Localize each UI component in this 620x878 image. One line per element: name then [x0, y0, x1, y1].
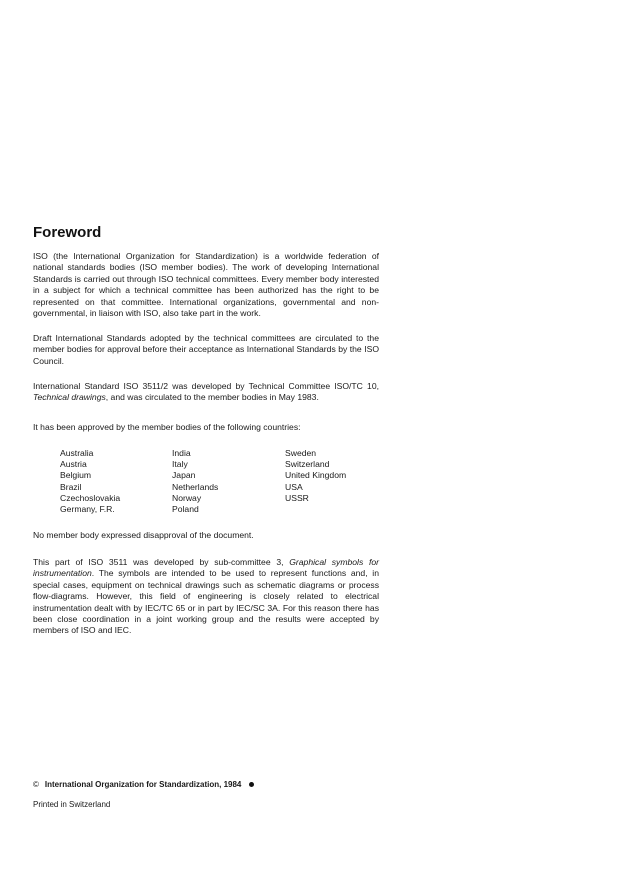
country-item: Sweden [285, 448, 317, 458]
country-item: Austria [60, 459, 87, 470]
paragraph-standard-development [33, 381, 379, 404]
paragraph-subcommittee [33, 557, 379, 637]
paragraph-approval-intro: It has been approved by the member bodies of the following countries: [33, 422, 301, 432]
text-segment: International Standard ISO 3511/2 was developed by Technical Committee ISO/TC 10, [33, 381, 379, 391]
country-item: Japan [172, 470, 196, 481]
country-item: Italy [172, 459, 188, 470]
countries-column-2 [172, 448, 282, 515]
italic-subcommittee-name: Graphical symbols for instrumentation [33, 557, 379, 579]
bullet-dot-icon [249, 782, 254, 787]
copyright-symbol: © [33, 780, 39, 789]
country-item: Australia [60, 448, 94, 458]
countries-column-3 [285, 448, 395, 504]
countries-list [60, 448, 390, 518]
italic-committee-name: Technical drawings [33, 392, 106, 403]
country-item: Czechoslovakia [60, 492, 121, 503]
country-item: Switzerland [285, 459, 330, 470]
printed-in-note: Printed in Switzerland [33, 800, 111, 809]
page-title: Foreword [33, 224, 102, 241]
country-item: Norway [172, 492, 202, 503]
country-item: United Kingdom [285, 470, 347, 481]
country-item: Germany, F.R. [60, 504, 115, 515]
country-item: Brazil [60, 481, 82, 492]
countries-column-1 [60, 448, 170, 515]
copyright-line [33, 780, 254, 789]
country-item: Netherlands [172, 481, 219, 492]
text-segment: , and was circulated to the member bodies in May 1983. [105, 392, 319, 403]
paragraph-iso-intro: ISO (the International Organization for Standardization) is a worldwide federation of national standards bodies (ISO member bodies). The work of developing International Standards is carried out through ISO technical committees. Every member body interested in a subject for which a technical committee has been authorized has the right to be represented on that committee. International organizations, governmental and non-governmental, in liaison with ISO, also take part in the work. [33, 251, 379, 319]
country-item: Belgium [60, 470, 92, 481]
paragraph-draft-standards: Draft International Standards adopted by the technical committees are circulated to the member bodies for approval before their acceptance as International Standards by the ISO Council. [33, 333, 379, 366]
paragraph-no-disapproval: No member body expressed disapproval of the document. [33, 530, 254, 540]
country-item: USA [285, 481, 303, 492]
country-item: Poland [172, 504, 199, 515]
country-item: India [172, 448, 191, 458]
country-item: USSR [285, 492, 309, 503]
text-segment: . The symbols are intended to be used to represent functions and, in special cases, equipment on technical drawings such as schematic diagrams or process flow-diagrams. However, this field of engineering is closely related to electrical instrumentation dealt with by IEC/TC 65 or in part by IEC/SC 3A. For this reason there has been close coordination in a joint working group and the results were accepted by members of ISO and IEC. [33, 568, 379, 636]
copyright-text: International Organization for Standardization, 1984 [44, 780, 242, 789]
text-segment: This part of ISO 3511 was developed by sub-committee 3, [33, 557, 290, 567]
